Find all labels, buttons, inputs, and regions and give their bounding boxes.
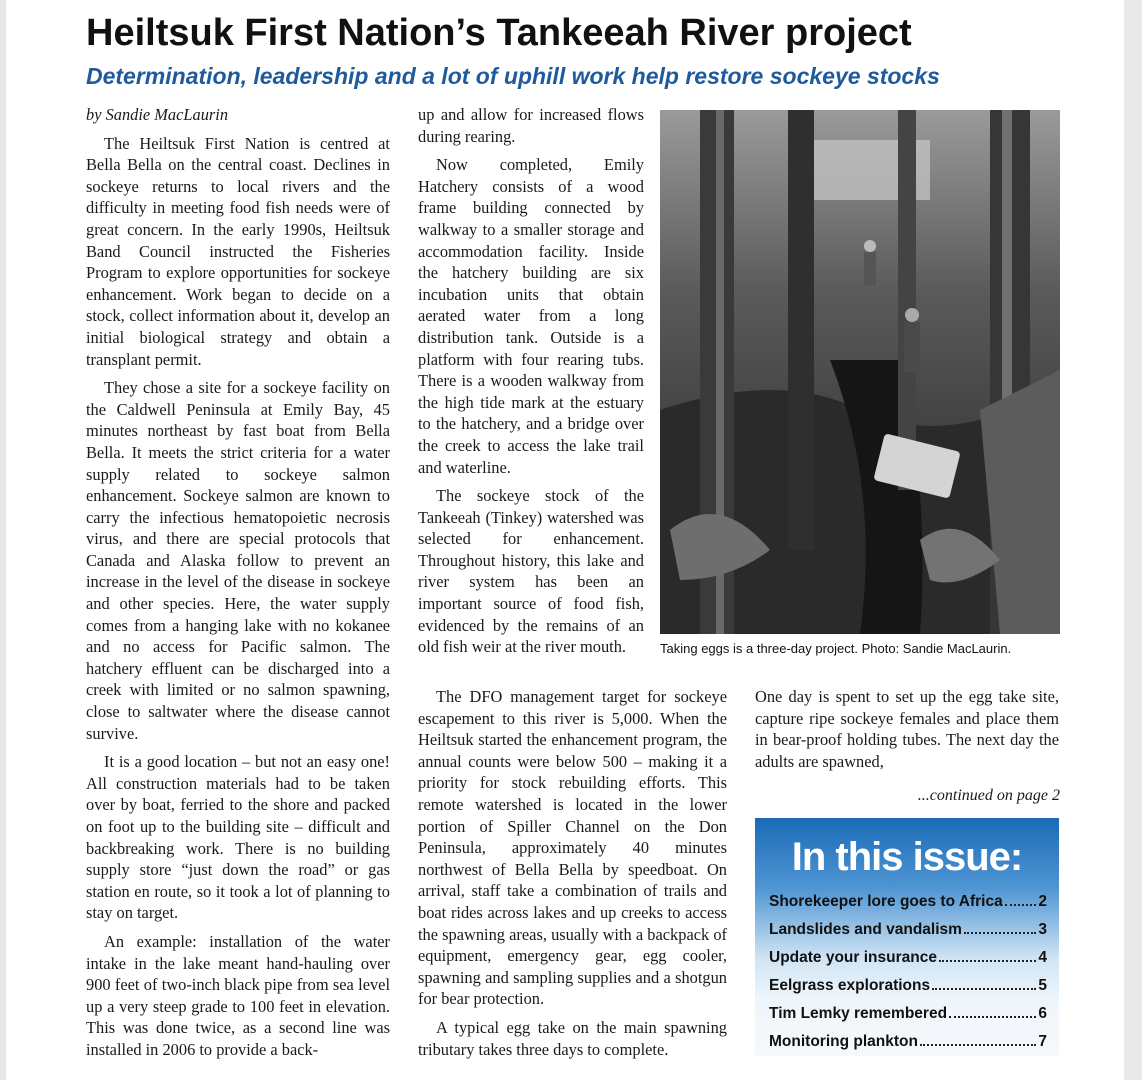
issue-item-label: Monitoring plankton (769, 1033, 918, 1050)
byline: by Sandie MacLaurin (86, 105, 229, 124)
paragraph: It is a good location – but not an easy one! All construction materials had to be taken over by boat, ferried to the shore and packed on foot up to the building site – difficult and backbreaking work. There is no building supply store “just down the road” or gas station en route, so it took a lot of planning to stay on target. (86, 752, 390, 923)
paragraph: Now completed, Emily Hatchery consists of a wood frame building connected by walkway to a smaller storage and accommodation facility. Inside the hatchery building are six incubation units that obtain aerated water from a long distribution tank. Outside is a platform with four rearing tubs. There is a wooden walkway from the high tide mark at the estuary to the hatchery, and a bridge over the creek to access the lake trail and waterline. (418, 155, 644, 477)
leader-dots (920, 1044, 1036, 1046)
leader-dots (1005, 904, 1037, 906)
in-this-issue-box (755, 818, 1059, 1056)
column-2 (418, 104, 644, 665)
leader-dots (964, 932, 1036, 934)
issue-item-label: Eelgrass explorations (769, 977, 931, 994)
issue-item-page: 2 (1038, 893, 1047, 910)
page-edge-left (0, 0, 6, 1080)
paragraph: A typical egg take on the main spawning tributary takes three days to complete. (418, 1017, 727, 1059)
paragraph: An example: installation of the water intake in the lake meant hand-hauling over 900 feet of two-inch black pipe from sea level up a very steep grade to 100 feet in elevation. This was done twice, as a second line was installed in 2006 to provide a back- (86, 931, 390, 1059)
issue-item-page: 5 (1038, 977, 1047, 994)
issue-item-shorekeeper[interactable] (769, 888, 1047, 916)
in-this-issue-title: In this issue: (791, 835, 1023, 879)
page-edge-right (1124, 0, 1142, 1080)
forest-photo-illustration (660, 110, 1060, 634)
article-title: Heiltsuk First Nation’s Tankeeah River project (86, 12, 912, 54)
issue-item-label: Tim Lemky remembered (769, 1005, 948, 1022)
column-2-lower (418, 686, 727, 1067)
paragraph: The sockeye stock of the Tankeeah (Tinkey) watershed was selected for enhancement. Throughout history, this lake and river system has been an important source of food fish, evidenced by the remains of an old fish weir at the river mouth. (418, 486, 644, 657)
photo-caption: Taking eggs is a three-day project. Photo: Sandie MacLaurin. (660, 641, 1012, 656)
issue-list (769, 888, 1047, 1056)
column-3 (755, 686, 1059, 779)
leader-dots (932, 988, 1036, 990)
leader-dots (949, 1016, 1036, 1018)
continued-link[interactable]: ...continued on page 2 (917, 787, 1060, 804)
issue-item-insurance[interactable] (769, 944, 1047, 972)
paragraph: The Heiltsuk First Nation is centred at Bella Bella on the central coast. Declines in sockeye returns to local rivers and the difficulty in meeting food fish needs were of great concern. In the early 1990s, Heiltsuk Band Council instructed the Fisheries Program to explore opportunities for sockeye enhancement. Work began to decide on a stock, collect information about it, develop an initial biological strategy and obtain a transplant permit. (86, 133, 390, 369)
leader-dots (939, 960, 1036, 962)
issue-item-tim-lemky[interactable] (769, 1000, 1047, 1028)
paragraph: They chose a site for a sockeye facility on the Caldwell Peninsula at Emily Bay, 45 minutes northeast by fast boat from Bella Bella. It meets the strict criteria for a water supply related to sockeye salmon enhancement. Sockeye salmon are known to carry the infectious hematopoietic necrosis virus, and there are special protocols that Canada and Alaska follow to prevent an increase in the level of the disease in sockeye and other species. Here, the water supply comes from a hanging lake with no kokanee and no access for Pacific salmon. The hatchery effluent can be discharged into a creek with limited or no salmon spawning, close to saltwater where the disease cannot survive. (86, 378, 390, 743)
column-1 (86, 104, 390, 1068)
article-photo (660, 110, 1060, 634)
issue-item-page: 7 (1038, 1033, 1047, 1050)
issue-item-eelgrass[interactable] (769, 972, 1047, 1000)
issue-item-landslides[interactable] (769, 916, 1047, 944)
issue-item-plankton[interactable] (769, 1028, 1047, 1056)
paragraph-continued: up and allow for increased flows during rearing. (418, 105, 644, 146)
issue-item-label: Update your insurance (769, 949, 937, 966)
issue-item-page: 4 (1038, 949, 1047, 966)
paragraph: The DFO management target for sockeye escapement to this river is 5,000. When the Heiltsuk started the enhancement program, the annual counts were below 500 – making it a priority for stock rebuilding efforts. This remote watershed is located in the lower portion of Spiller Channel on the Don Peninsula, approximately 40 minutes northwest of Bella Bella by speedboat. On arrival, staff take a combination of trails and boat rides across lakes and up creeks to access the spawning areas, usually with a backpack of equipment, emergency gear, egg cooler, spawning and sampling supplies and a shotgun for bear protection. (418, 687, 727, 1009)
issue-item-page: 6 (1038, 1005, 1047, 1022)
paragraph: One day is spent to set up the egg take site, capture ripe sockeye females and place them in bear-proof holding tubes. The next day the adults are spawned, (755, 687, 1059, 771)
article-subtitle: Determination, leadership and a lot of uphill work help restore sockeye stocks (86, 63, 940, 89)
issue-item-label: Landslides and vandalism (769, 921, 962, 938)
issue-item-page: 3 (1038, 921, 1047, 938)
issue-item-label: Shorekeeper lore goes to Africa (769, 893, 1003, 910)
